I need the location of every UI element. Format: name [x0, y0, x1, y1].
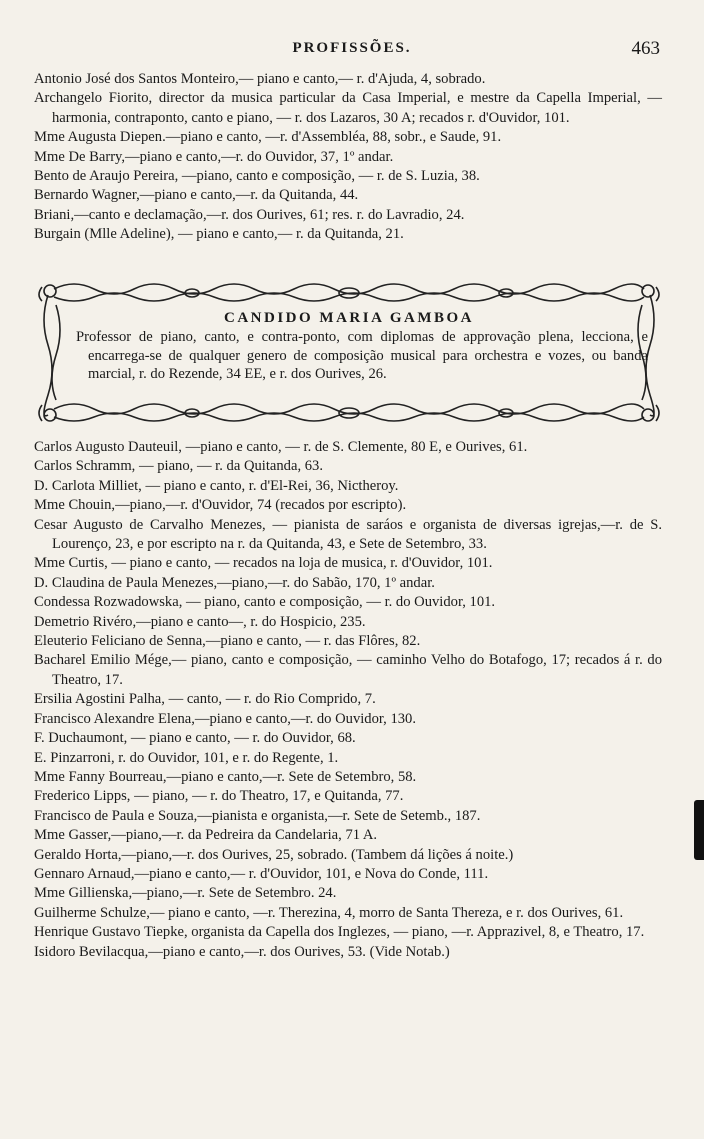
directory-entry: Carlos Schramm, — piano, — r. da Quitanda, 63. [34, 458, 323, 475]
page-number: 463 [631, 38, 660, 59]
advertiser-name: CANDIDO MARIA GAMBOA [224, 310, 474, 326]
directory-entry: D. Claudina de Paula Menezes,—piano,—r. do Sabão, 170, 1º andar. [34, 574, 435, 591]
directory-entry: Francisco Alexandre Elena,—piano e canto,—r. do Ouvidor, 130. [34, 710, 416, 727]
directory-entry: Briani,—canto e declamação,—r. dos Ourives, 61; res. r. do Lavradio, 24. [34, 206, 465, 223]
directory-entry: D. Carlota Milliet, — piano e canto, r. d'El-Rei, 36, Nictheroy. [34, 477, 399, 494]
page-header [0, 38, 704, 62]
directory-entry: Eleuterio Feliciano de Senna,—piano e canto, — r. das Flôres, 82. [34, 633, 421, 650]
section-title: PROFISSÕES. [292, 40, 412, 56]
advertisement-box [34, 275, 664, 435]
directory-entry: Mme De Barry,—piano e canto,—r. do Ouvidor, 37, 1º andar. [34, 148, 394, 165]
directory-entry: Antonio José dos Santos Monteiro,— piano e canto,— r. d'Ajuda, 4, sobrado. [34, 71, 486, 87]
directory-entry: E. Pinzarroni, r. do Ouvidor, 101, e r. do Regente, 1. [34, 749, 339, 766]
directory-entry: Archangelo Fiorito, director da musica particular da Casa Imperial, e mestre da Capella Imperial, — harmonia, contraponto, canto e piano, — r. dos Lazaros, 30 A; recados r. d'Ouvidor, 101. [34, 90, 662, 126]
directory-entry: Mme Augusta Diepen.—piano e canto, —r. d'Assembléa, 88, sobr., e Saude, 91. [34, 129, 502, 146]
entries-list-bottom [34, 438, 662, 962]
directory-entry: Bento de Araujo Pereira, —piano, canto e composição, — r. de S. Luzia, 38. [34, 168, 480, 185]
directory-entry: Demetrio Rivéro,—piano e canto—, r. do Hospicio, 235. [34, 613, 366, 630]
directory-entry: Carlos Augusto Dauteuil, —piano e canto, — r. de S. Clemente, 80 E, e Ourives, 61. [34, 439, 528, 455]
directory-entry: Mme Fanny Bourreau,—piano e canto,—r. Sete de Setembro, 58. [34, 768, 417, 785]
advertisement-line: Professor de piano, canto, e contra-ponto, com diplomas de approvação plena, lecciona, e encarrega-se de qualquer genero de composição musical para orchestra e vozes, ou banda marcial, r. do Rezende, 34 EE, e r. dos Ourives, 26. [76, 329, 648, 383]
advertisement-text [76, 328, 648, 384]
directory-entry: Cesar Augusto de Carvalho Menezes, — pianista de saráos e organista de diversas igrejas,—r. de S. Lourenço, 23, e por escripto na r. da Quitanda, 43, e Sete de Setembro, 33. [34, 516, 662, 553]
directory-entry: Ersilia Agostini Palha, — canto, — r. do Rio Comprido, 7. [34, 691, 376, 708]
directory-entry: Mme Gasser,—piano,—r. da Pedreira da Candelaria, 71 A. [34, 827, 378, 844]
directory-entry: F. Duchaumont, — piano e canto, — r. do Ouvidor, 68. [34, 730, 356, 747]
directory-entry: Mme Curtis, — piano e canto, — recados na loja de musica, r. d'Ouvidor, 101. [34, 555, 493, 572]
directory-entry: Burgain (Mlle Adeline), — piano e canto,— r. da Quitanda, 21. [34, 226, 404, 243]
directory-entry: Francisco de Paula e Souza,—pianista e organista,—r. Sete de Setemb., 187. [34, 807, 481, 824]
directory-entry: Geraldo Horta,—piano,—r. dos Ourives, 25, sobrado. (Tambem dá lições á noite.) [34, 846, 514, 863]
directory-entry: Henrique Gustavo Tiepke, organista da Capella dos Inglezes, — piano, —r. Apprazivel, 8, e Theatro, 17. [34, 924, 645, 941]
directory-entry: Frederico Lipps, — piano, — r. do Theatro, 17, e Quitanda, 77. [34, 788, 404, 805]
directory-entry: Mme Gillienska,—piano,—r. Sete de Setembro. 24. [34, 885, 337, 902]
ink-smudge [694, 800, 704, 860]
directory-entry: Bacharel Emilio Mége,— piano, canto e composição, — caminho Velho do Botafogo, 17; recados á r. do Theatro, 17. [34, 652, 662, 688]
directory-entry: Guilherme Schulze,— piano e canto, —r. Therezina, 4, morro de Santa Thereza, e r. dos Ourives, 61. [34, 904, 624, 921]
directory-entry: Mme Chouin,—piano,—r. d'Ouvidor, 74 (recados por escripto). [34, 497, 407, 514]
directory-entry: Isidoro Bevilacqua,—piano e canto,—r. dos Ourives, 53. (Vide Notab.) [34, 943, 450, 960]
directory-entry: Bernardo Wagner,—piano e canto,—r. da Quitanda, 44. [34, 187, 359, 204]
directory-entry: Gennaro Arnaud,—piano e canto,— r. d'Ouvidor, 101, e Nova do Conde, 111. [34, 865, 489, 882]
directory-entry: Condessa Rozwadowska, — piano, canto e composição, — r. do Ouvidor, 101. [34, 594, 496, 611]
entries-list-top [34, 70, 662, 245]
